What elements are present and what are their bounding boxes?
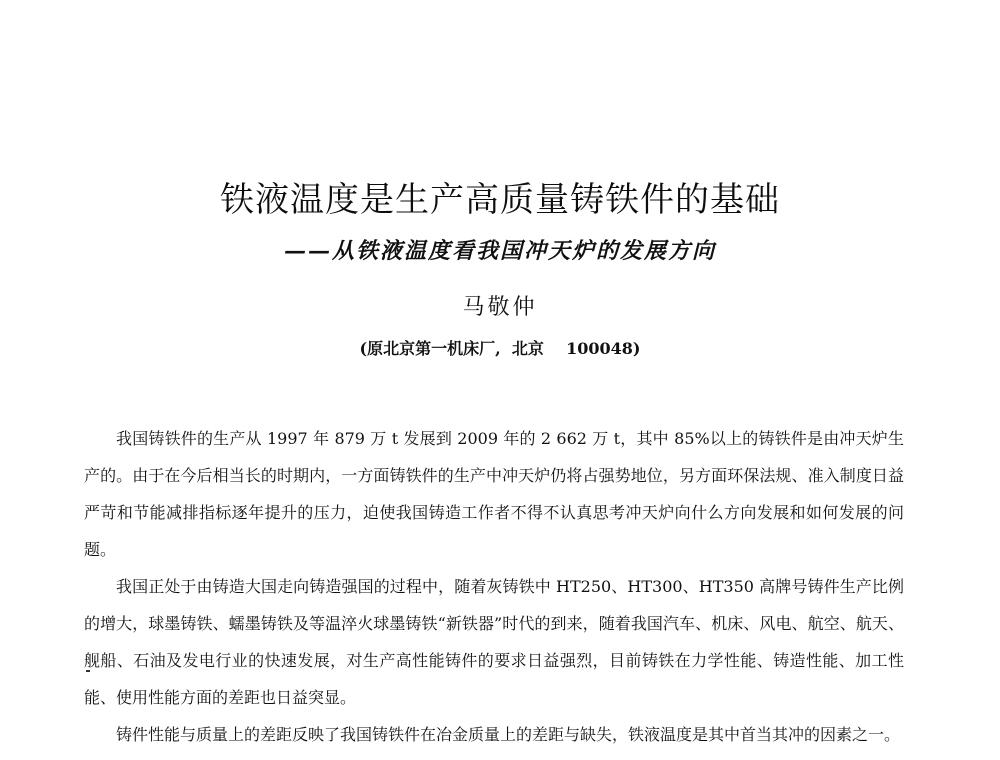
article-affiliation: (原北京第一机床厂, 北京 100048) <box>359 339 641 358</box>
article-subtitle: ——从铁液温度看我国冲天炉的发展方向 <box>283 238 716 264</box>
article-body <box>84 420 904 753</box>
paragraph-1: 我国铸铁件的生产从 1997 年 879 万 t 发展到 2009 年的 2 662 万 t，其中 85%以上的铸铁件是由冲天炉生产的。由于在今后相当长的时期内，一方面铸铁件的生产中冲天炉仍将占强势地位，另方面环保法规、准入制度日益严苛和节能减排指标逐年提升的压力，迫使我国铸造工作者不得不认真思考冲天炉向什么方向发展和如何发展的问题。 <box>84 429 904 559</box>
paragraph-3: 铸件性能与质量上的差距反映了我国铸铁件在冶金质量上的差距与缺失，铁液温度是其中首当其冲的因素之一。 <box>116 725 901 744</box>
article-author: 马敬仲 <box>462 295 538 320</box>
article-title: 铁液温度是生产高质量铸铁件的基础 <box>220 180 780 220</box>
scan-speck <box>86 670 90 672</box>
paragraph-2: 我国正处于由铸造大国走向铸造强国的过程中，随着灰铸铁中 HT250、HT300、HT350 高牌号铸件生产比例的增大，球墨铸铁、蠕墨铸铁及等温淬火球墨铸铁“新铁器”时代的到来，随着我国汽车、机床、风电、航空、航天、舰船、石油及发电行业的快速发展，对生产高性能铸件的要求日益强烈，目前铸铁在力学性能、铸造性能、加工性能、使用性能方面的差距也日益突显。 <box>84 577 904 707</box>
